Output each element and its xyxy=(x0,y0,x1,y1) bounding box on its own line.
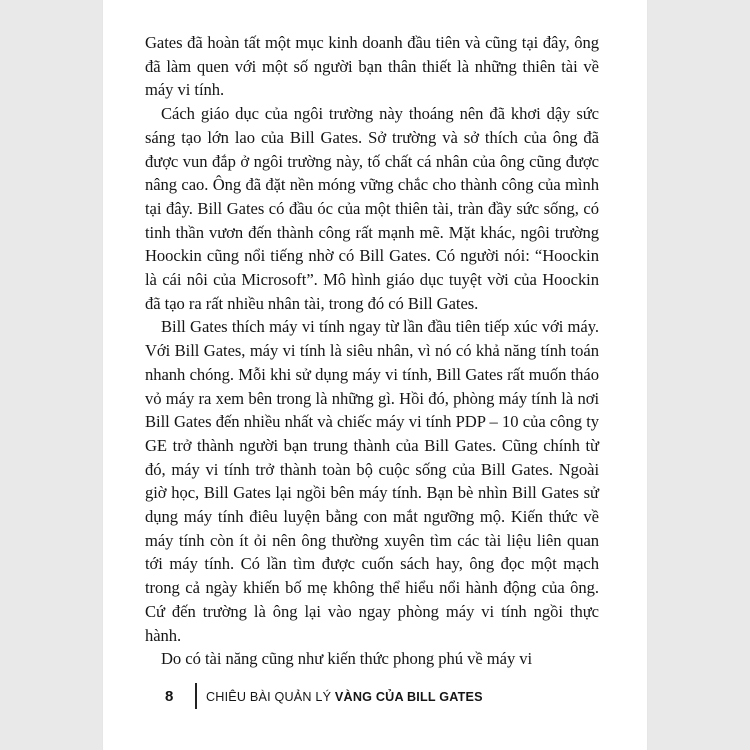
book-page xyxy=(103,0,647,750)
paragraph-1: Gates đã hoàn tất một mục kinh doanh đầu tiên và cũng tại đây, ông đã làm quen với một số người bạn thân thiết là những thiên tài về máy vi tính. xyxy=(145,33,599,100)
page-number: 8 xyxy=(165,687,174,705)
page-footer xyxy=(165,683,491,709)
running-title-part1: CHIÊU BÀI QUẢN LÝ xyxy=(205,688,335,704)
running-title-part2: VÀNG CỦA BILL GATES xyxy=(334,688,483,704)
page-body xyxy=(145,31,599,671)
running-title xyxy=(206,689,483,704)
paragraph-2: Cách giáo dục của ngôi trường này thoáng nên đã khơi dậy sức sáng tạo lớn lao của Bill Gates. Sở trường và sở thích của ông đã được vun đắp ở ngôi trường này, tố chất cá nhân của ông cũng được nâng cao. Ông đã đặt nền móng vững chắc cho thành công của mình tại đây. Bill Gates có đầu óc của một thiên tài, tràn đầy sức sống, có tinh thần vươn đến thành công rất mạnh mẽ. Mặt khác, ngôi trường Hoockin cũng nổi tiếng nhờ có Bill Gates. Có người nói: “Hoockin là cái nôi của Microsoft”. Mô hình giáo dục tuyệt vời của Hoockin đã tạo ra rất nhiều nhân tài, trong đó có Bill Gates. xyxy=(145,104,599,313)
paragraph-4: Do có tài năng cũng như kiến thức phong phú về máy vi xyxy=(161,649,533,669)
footer-divider xyxy=(195,683,197,709)
paragraph-3: Bill Gates thích máy vi tính ngay từ lần đầu tiên tiếp xúc với máy. Với Bill Gates, máy vi tính là siêu nhân, vì nó có khả năng tính toán nhanh chóng. Mỗi khi sử dụng máy vi tính, Bill Gates rất muốn tháo vỏ máy ra xem bên trong là những gì. Hồi đó, phòng máy tính là nơi Bill Gates đến nhiều nhất và chiếc máy vi tính PDP – 10 của công ty GE trở thành người bạn trung thành của Bill Gates. Cũng chính từ đó, máy vi tính trở thành toàn bộ cuộc sống của Bill Gates. Ngoài giờ học, Bill Gates lại ngồi bên máy tính. Bạn bè nhìn Bill Gates sử dụng máy tính điêu luyện bằng con mắt ngưỡng mộ. Kiến thức về máy tính còn ít ỏi nên ông thường xuyên tìm các tài liệu liên quan tới máy tính. Có lần tìm được cuốn sách hay, ông đọc một mạch trong cả ngày khiến bố mẹ không thể hiểu nổi hành động của ông. Cứ đến trường là ông lại vào ngay phòng máy vi tính ngồi thực hành. xyxy=(145,317,599,645)
